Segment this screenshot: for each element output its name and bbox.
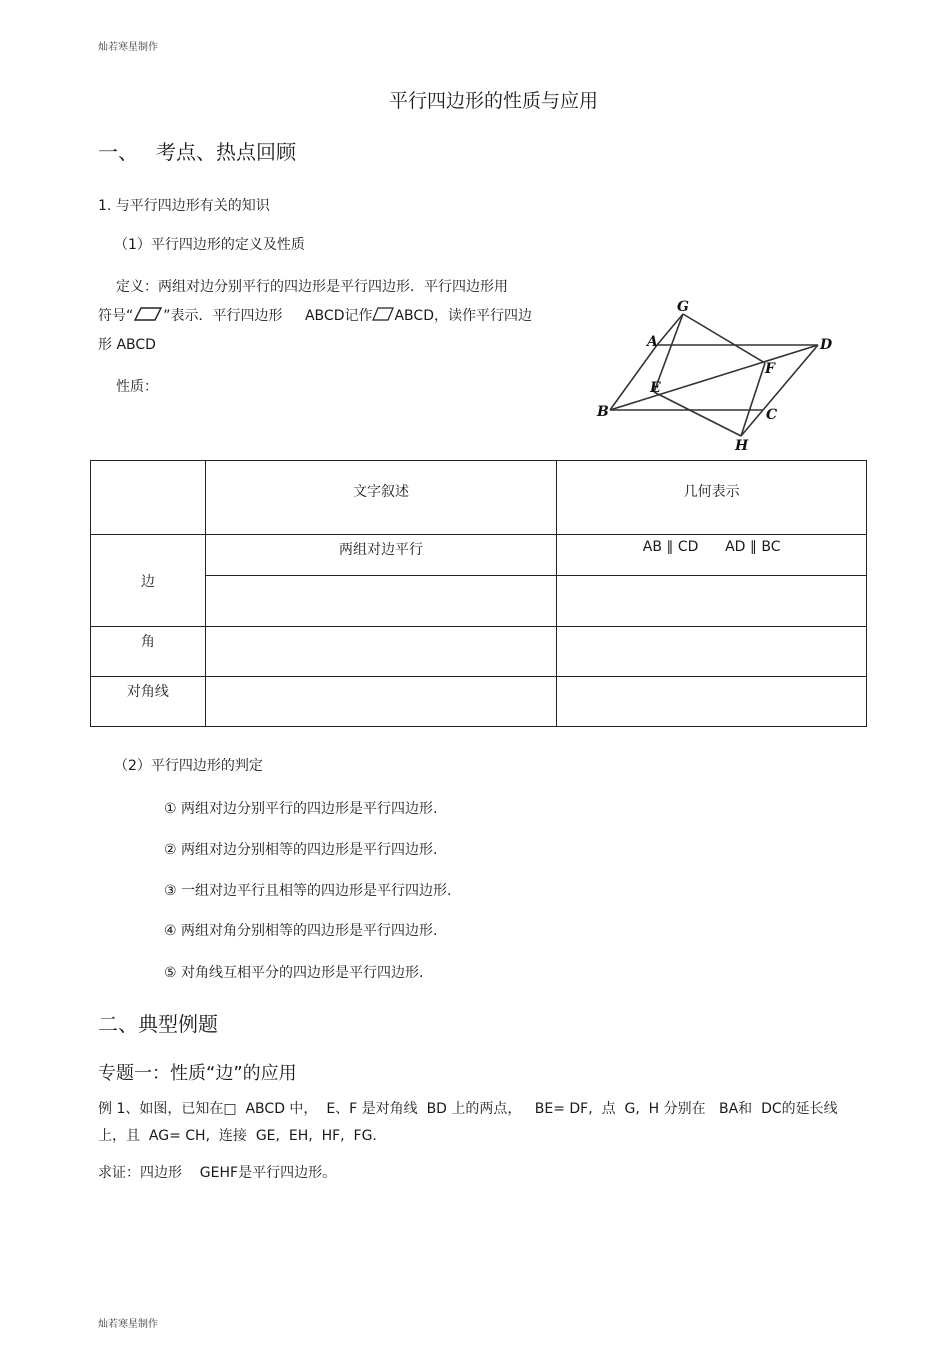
properties-label: 性质： [116, 379, 158, 395]
judgement-item: ① 两组对边分别平行的四边形是平行四边形. [164, 801, 438, 817]
definition-line-2-part-b: ”表示．平行四边形 [163, 308, 283, 324]
footer-watermark: 灿若寒星制作 [98, 1319, 158, 1330]
point-label-e: E [650, 380, 661, 396]
definition-line-1: 定义：两组对边分别平行的四边形是平行四边形．平行四边形用 [116, 279, 508, 295]
definition-line-2 [98, 305, 532, 325]
table-row [91, 627, 867, 677]
table-row [91, 535, 867, 576]
prove-statement: 求证：四边形 GEHF是平行四边形。 [98, 1165, 337, 1181]
definition-line-2-part-a: 符号“ [98, 308, 134, 324]
point-label-f: F [765, 361, 775, 377]
section1-heading: 考点、热点回顾 [156, 140, 296, 164]
sub-heading-1: （1）平行四边形的定义及性质 [114, 237, 305, 253]
row-label-side: 边 [91, 535, 206, 627]
table-cell [205, 576, 556, 627]
table-cell [557, 677, 867, 727]
point-label-b: B [597, 404, 609, 420]
table-cell [557, 627, 867, 677]
table-header-cell: 文字叙述 [205, 461, 556, 535]
example-line-2: 上，且 AG= CH, 连接 GE, EH, HF, FG. [98, 1128, 377, 1144]
point-label-a: A [647, 334, 658, 350]
point-label-d: D [820, 337, 833, 353]
definition-line-2-part-c: ABCD记作 [304, 308, 373, 324]
table-cell [205, 627, 556, 677]
table-row [91, 677, 867, 727]
table-header-cell [91, 461, 206, 535]
definition-line-2-part-d: ABCD，读作平行四边 [394, 308, 532, 324]
item-1-heading: 1. 与平行四边形有关的知识 [98, 198, 270, 214]
table-row [91, 576, 867, 627]
page-title: 平行四边形的性质与应用 [389, 90, 599, 112]
properties-table [90, 460, 867, 727]
point-label-h: H [735, 438, 749, 454]
judgement-item: ② 两组对边分别相等的四边形是平行四边形. [164, 842, 438, 858]
definition-line-3: 形 ABCD [98, 337, 156, 353]
judgement-item: ④ 两组对角分别相等的四边形是平行四边形. [164, 923, 438, 939]
table-cell [557, 576, 867, 627]
table-header-cell: 几何表示 [557, 461, 867, 535]
point-label-c: C [766, 407, 778, 423]
sub-heading-2: （2）平行四边形的判定 [114, 758, 263, 774]
row-label-angle: 角 [91, 627, 206, 677]
parallelogram-symbol-icon [133, 307, 163, 325]
table-cell: 两组对边平行 [205, 535, 556, 576]
row-label-diagonal: 对角线 [91, 677, 206, 727]
section1-heading-number: 一、 [98, 140, 138, 164]
parallelogram-symbol-icon [372, 307, 394, 325]
header-watermark: 灿若寒星制作 [98, 42, 158, 53]
table-cell [205, 677, 556, 727]
example-line-1: 例 1、如图，已知在□ ABCD 中， E、F 是对角线 BD 上的两点， BE= DF, 点 G, H 分别在 BA和 DC的延长线 [98, 1101, 838, 1117]
judgement-item: ⑤ 对角线互相平分的四边形是平行四边形. [164, 965, 424, 981]
table-header-row [91, 461, 867, 535]
table-cell: AB ∥ CD AD ∥ BC [557, 535, 867, 576]
parallelogram-figure [590, 296, 850, 456]
section2-heading: 二、典型例题 [98, 1012, 218, 1036]
topic-heading: 专题一：性质“边”的应用 [98, 1063, 297, 1084]
judgement-item: ③ 一组对边平行且相等的四边形是平行四边形. [164, 883, 452, 899]
point-label-g: G [677, 299, 689, 315]
